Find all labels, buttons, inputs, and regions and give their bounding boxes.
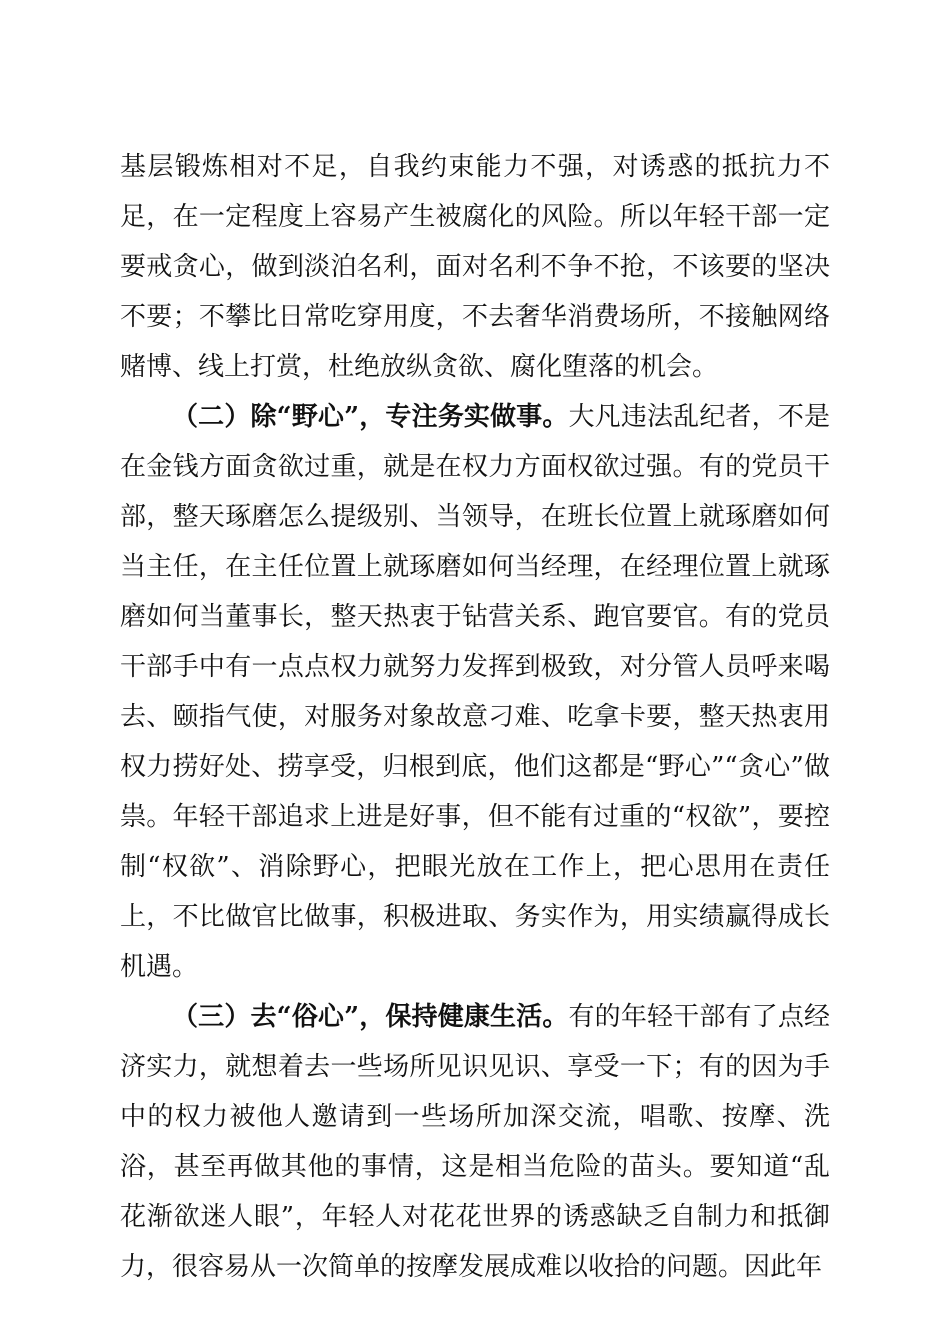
document-body xyxy=(120,142,830,1292)
paragraph-text: 大凡违法乱纪者，不是在金钱方面贪欲过重，就是在权力方面权欲过强。有的党员干部，整天琢磨怎么提级别、当领导，在班长位置上就琢磨如何当主任，在主任位置上就琢磨如何当经理，在经理位置上就琢磨如何当董事长，整天热衷于钻营关系、跑官要官。有的党员干部手中有一点点权力就努力发挥到极致，对分管人员呼来喝去、颐指气使，对服务对象故意刁难、吃拿卡要，整天热衷用权力捞好处、捞享受，归根到底，他们这都是“野心”“贪心”做祟。年轻干部追求上进是好事，但不能有过重的“权欲”，要控制“权欲”、消除野心，把眼光放在工作上，把心思用在责任上，不比做官比做事，积极进取、务实作为，用实绩赢得成长机遇。 xyxy=(120,402,830,982)
paragraph-section-two xyxy=(120,392,830,992)
paragraph-section-three xyxy=(120,992,830,1292)
paragraph-continuation xyxy=(120,142,830,392)
section-heading: （三）去“俗心”，保持健康生活。 xyxy=(172,1002,569,1032)
paragraph-text: 基层锻炼相对不足，自我约束能力不强，对诱惑的抵抗力不足，在一定程度上容易产生被腐化的风险。所以年轻干部一定要戒贪心，做到淡泊名利，面对名利不争不抢，不该要的坚决不要；不攀比日常吃穿用度，不去奢华消费场所，不接触网络赌博、线上打赏，杜绝放纵贪欲、腐化堕落的机会。 xyxy=(120,152,830,382)
paragraph-text: 有的年轻干部有了点经济实力，就想着去一些场所见识见识、享受一下；有的因为手中的权力被他人邀请到一些场所加深交流，唱歌、按摩、洗浴，甚至再做其他的事情，这是相当危险的苗头。要知道“乱花渐欲迷人眼”，年轻人对花花世界的诱惑缺乏自制力和抵御力，很容易从一次简单的按摩发展成难以收拾的问题。因此年 xyxy=(120,1002,830,1282)
section-heading: （二）除“野心”，专注务实做事。 xyxy=(172,402,569,432)
